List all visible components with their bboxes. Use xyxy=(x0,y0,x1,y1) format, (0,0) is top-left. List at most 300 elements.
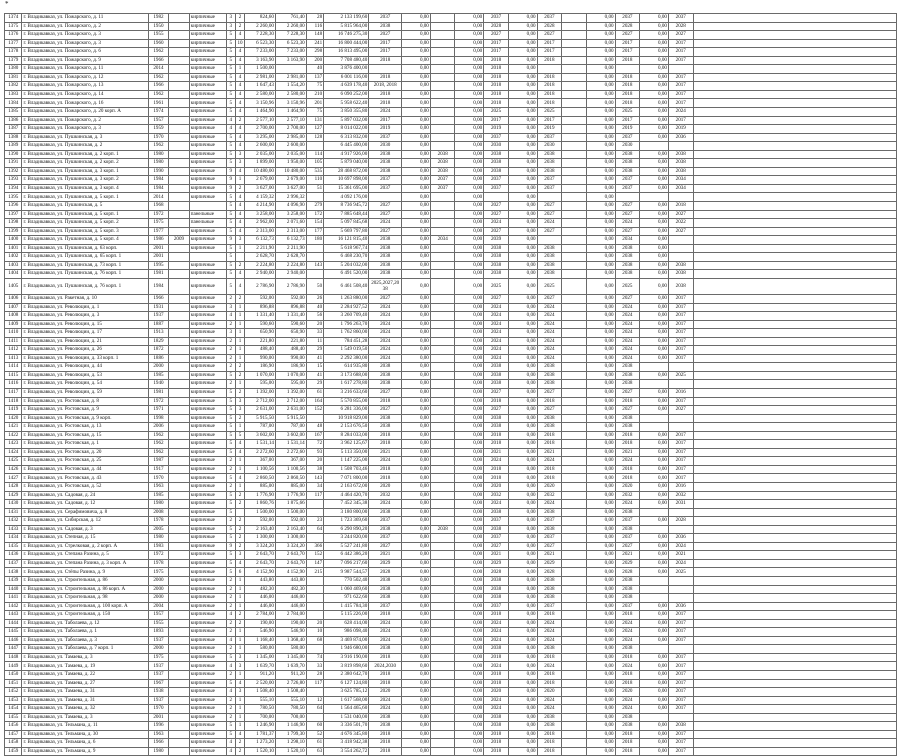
cell-value-c: 0,00 xyxy=(455,320,484,329)
cell-entrances: 2 xyxy=(235,491,244,500)
cell-year-e: 2038 xyxy=(615,380,640,389)
cell-entrances: 4 xyxy=(235,90,244,99)
cell-residents xyxy=(306,585,323,594)
cell-wall-material: кирпичные xyxy=(189,176,226,185)
cell-year-f: 2038 xyxy=(668,278,693,294)
cell-year-e: 2038 xyxy=(615,645,640,654)
cell-year-a: 2021 xyxy=(369,448,402,457)
table-row xyxy=(5,380,897,389)
table-row xyxy=(5,270,897,279)
cell-year-e: 2020 xyxy=(615,688,640,697)
cell-year-a: 2038 xyxy=(369,414,402,423)
cell-year-e: 2025 xyxy=(615,278,640,294)
cell-value-c: 0,00 xyxy=(455,508,484,517)
cell-row-number: 1388 xyxy=(5,133,22,142)
cell-notes xyxy=(693,423,896,432)
cell-total-area: 2 577,10 xyxy=(245,116,276,125)
cell-wall-material: кирпичные xyxy=(189,696,226,705)
cell-wall-material xyxy=(189,253,226,262)
cell-value-c: 0,00 xyxy=(455,388,484,397)
cell-residents: 10 xyxy=(306,628,323,637)
cell-residents: 143 xyxy=(306,261,323,270)
cell-row-number: 1416 xyxy=(5,380,22,389)
cell-value-e: 0,00 xyxy=(586,474,615,483)
cell-extra xyxy=(562,108,587,117)
cell-year-d: 2021 xyxy=(537,551,562,560)
cell-value-d: 0,00 xyxy=(508,397,537,406)
cell-year-a: 2024 xyxy=(369,500,402,509)
cell-notes xyxy=(693,662,896,671)
cell-value-f: 0,00 xyxy=(640,602,669,611)
cell-value-e: 0,00 xyxy=(586,568,615,577)
cell-floors: 3 xyxy=(226,329,235,338)
cell-total-area: 6 523,30 xyxy=(245,39,276,48)
cell-address: г. Владикавказ, ул. Ростовская, д. 9 xyxy=(22,406,148,415)
cell-year-e: 2038 xyxy=(615,594,640,603)
cell-built-year: 1940 xyxy=(148,380,169,389)
cell-commissioned-year xyxy=(169,219,190,228)
cell-extra xyxy=(562,150,587,159)
cell-value-d: 0,00 xyxy=(508,747,537,756)
cell-year-a: 2038 xyxy=(369,577,402,586)
cell-year-a xyxy=(369,65,402,74)
cell-entrances: 4 xyxy=(235,193,244,202)
cell-residents xyxy=(306,534,323,543)
cell-total-area: 2 981,00 xyxy=(245,73,276,82)
cell-year-d: 2028 xyxy=(537,22,562,31)
cell-value-e: 0,00 xyxy=(586,48,615,57)
cell-year-e: 2027 xyxy=(615,542,640,551)
cell-total-area: 2 272,60 xyxy=(245,448,276,457)
cell-value-c: 0,00 xyxy=(455,184,484,193)
cell-cost: 9 987 544,57 xyxy=(324,568,369,577)
cell-year-f: 2017 xyxy=(668,619,693,628)
cell-entrances: 1 xyxy=(235,465,244,474)
cell-living-area: 3 163,90 xyxy=(275,56,306,65)
cell-cost: 6 442 386,20 xyxy=(324,551,369,560)
cell-built-year: 1887 xyxy=(148,320,169,329)
cell-value-b: 0,00 xyxy=(402,329,431,338)
cell-notes xyxy=(693,125,896,134)
cell-value-b: 0,00 xyxy=(402,611,431,620)
cell-address: г. Владикавказ, ул. Садовая, д. 24 xyxy=(22,491,148,500)
cell-value-c: 0,00 xyxy=(455,602,484,611)
cell-built-year: 1984 xyxy=(148,278,169,294)
cell-year-b xyxy=(430,312,455,321)
cell-total-area: 700,00 xyxy=(245,713,276,722)
cell-value-c: 0,00 xyxy=(455,227,484,236)
cell-value-e: 0,00 xyxy=(586,594,615,603)
cell-year-f: 2017 xyxy=(668,73,693,82)
cell-notes xyxy=(693,56,896,65)
cell-floors: 2 xyxy=(226,696,235,705)
cell-notes xyxy=(693,645,896,654)
cell-year-a: 2024 xyxy=(369,628,402,637)
cell-commissioned-year xyxy=(169,722,190,731)
cell-year-c: 2018 xyxy=(484,397,509,406)
cell-total-area: 1 776,90 xyxy=(245,491,276,500)
cell-year-c: 2027 xyxy=(484,406,509,415)
cell-notes xyxy=(693,244,896,253)
cell-entrances: 4 xyxy=(235,82,244,91)
cell-value-c: 0,00 xyxy=(455,82,484,91)
table-row xyxy=(5,219,897,228)
cell-commissioned-year xyxy=(169,508,190,517)
cell-notes xyxy=(693,82,896,91)
cell-wall-material: кирпичные xyxy=(189,278,226,294)
cell-value-f: 0,00 xyxy=(640,125,669,134)
cell-total-area: 1 300,00 xyxy=(245,534,276,543)
cell-residents: 28 xyxy=(306,671,323,680)
cell-commissioned-year xyxy=(169,39,190,48)
cell-extra xyxy=(562,500,587,509)
cell-row-number: 1443 xyxy=(5,611,22,620)
cell-residents: 116 xyxy=(306,22,323,31)
cell-year-d: 2024 xyxy=(537,628,562,637)
cell-year-b: 2034 xyxy=(430,236,455,245)
cell-floors: 2 xyxy=(226,585,235,594)
cell-year-a: 2027 xyxy=(369,227,402,236)
cell-notes xyxy=(693,294,896,303)
cell-wall-material: кирпичные xyxy=(189,337,226,346)
table-row xyxy=(5,713,897,722)
cell-total-area: 1 508,40 xyxy=(245,688,276,697)
cell-value-f: 0,00 xyxy=(640,31,669,40)
cell-year-c: 2037 xyxy=(484,517,509,526)
cell-built-year: 1984 xyxy=(148,176,169,185)
cell-total-area: 367,00 xyxy=(245,457,276,466)
cell-living-area: 1 776,90 xyxy=(275,491,306,500)
cell-value-c: 0,00 xyxy=(455,73,484,82)
cell-living-area: 1 639,70 xyxy=(275,662,306,671)
cell-commissioned-year xyxy=(169,577,190,586)
cell-cost: 10 697 898,00 xyxy=(324,176,369,185)
cell-extra xyxy=(562,371,587,380)
cell-address: г. Владикавказ, ул. Пожарского, д. 14 xyxy=(22,90,148,99)
cell-value-b: 0,00 xyxy=(402,278,431,294)
cell-year-f xyxy=(668,525,693,534)
cell-commissioned-year xyxy=(169,602,190,611)
cell-year-e: 2018 xyxy=(615,679,640,688)
cell-wall-material: кирпичные xyxy=(189,559,226,568)
cell-notes xyxy=(693,227,896,236)
cell-year-c: 2037 xyxy=(484,176,509,185)
cell-floors: 5 xyxy=(226,388,235,397)
cell-value-e: 0,00 xyxy=(586,65,615,74)
cell-built-year: 1937 xyxy=(148,636,169,645)
cell-value-c: 0,00 xyxy=(455,270,484,279)
cell-year-c: 2038 xyxy=(484,722,509,731)
cell-year-b xyxy=(430,294,455,303)
cell-value-d: 0,00 xyxy=(508,261,537,270)
cell-total-area: 186,90 xyxy=(245,363,276,372)
cell-value-c: 0,00 xyxy=(455,176,484,185)
cell-value-c: 0,00 xyxy=(455,244,484,253)
cell-year-e: 2027 xyxy=(615,388,640,397)
cell-year-f: 2017 xyxy=(668,82,693,91)
table-row xyxy=(5,329,897,338)
cell-entrances: 6 xyxy=(235,568,244,577)
cell-living-area: 2 600,00 xyxy=(275,142,306,151)
cell-value-c: 0,00 xyxy=(455,312,484,321)
cell-value-b: 0,00 xyxy=(402,219,431,228)
cell-commissioned-year xyxy=(169,270,190,279)
cell-entrances: 2 xyxy=(235,14,244,23)
cell-value-c: 0,00 xyxy=(455,517,484,526)
cell-value-b: 0,00 xyxy=(402,585,431,594)
cell-notes xyxy=(693,611,896,620)
cell-residents: 68 xyxy=(306,636,323,645)
cell-extra xyxy=(562,14,587,23)
cell-entrances: 4 xyxy=(235,448,244,457)
cell-living-area: 1 875,66 xyxy=(275,500,306,509)
cell-total-area: 2 163,40 xyxy=(245,525,276,534)
cell-value-d: 0,00 xyxy=(508,363,537,372)
table-row xyxy=(5,568,897,577)
cell-value-d: 0,00 xyxy=(508,73,537,82)
cell-address: г. Владикавказ, ул. Тамаева, д. 3 xyxy=(22,653,148,662)
cell-year-c: 2018 xyxy=(484,65,509,74)
cell-address: г. Владикавказ, ул. Пушкинская, д. 2 корп. 2 xyxy=(22,159,148,168)
cell-wall-material: кирпичные xyxy=(189,142,226,151)
cell-row-number: 1455 xyxy=(5,713,22,722)
cell-year-f xyxy=(668,594,693,603)
cell-commissioned-year xyxy=(169,739,190,748)
cell-value-b: 0,00 xyxy=(402,320,431,329)
cell-year-c: 2024 xyxy=(484,628,509,637)
cell-year-d xyxy=(537,193,562,202)
cell-residents: 148 xyxy=(306,31,323,40)
cell-extra xyxy=(562,303,587,312)
cell-wall-material: кирпичные xyxy=(189,431,226,440)
cell-year-e: 2025 xyxy=(615,108,640,117)
cell-notes xyxy=(693,577,896,586)
cell-year-f xyxy=(668,414,693,423)
cell-extra xyxy=(562,125,587,134)
cell-year-e: 2024 xyxy=(615,320,640,329)
cell-built-year: 1957 xyxy=(148,116,169,125)
cell-year-c: 2027 xyxy=(484,210,509,219)
cell-year-b: 2038 xyxy=(430,525,455,534)
cell-extra xyxy=(562,397,587,406)
table-row xyxy=(5,500,897,509)
cell-address: г. Владикавказ, ул. Тамаева, д. 27 xyxy=(22,679,148,688)
cell-built-year: 1962 xyxy=(148,73,169,82)
cell-commissioned-year xyxy=(169,559,190,568)
cell-built-year: 1980 xyxy=(148,159,169,168)
cell-year-d: 2038 xyxy=(537,577,562,586)
cell-extra xyxy=(562,210,587,219)
cell-value-f xyxy=(640,193,669,202)
cell-extra xyxy=(562,253,587,262)
cell-wall-material: кирпичные xyxy=(189,474,226,483)
cell-value-b: 0,00 xyxy=(402,465,431,474)
cell-value-b: 0,00 xyxy=(402,619,431,628)
cell-commissioned-year xyxy=(169,125,190,134)
cell-living-area: 1 331,40 xyxy=(275,312,306,321)
cell-value-d: 0,00 xyxy=(508,202,537,211)
cell-wall-material: кирпичные xyxy=(189,500,226,509)
cell-year-c: 2018 xyxy=(484,99,509,108)
cell-year-b xyxy=(430,108,455,117)
cell-address: г. Владикавказ, ул. Революции, д. 44 xyxy=(22,363,148,372)
cell-built-year: 1893 xyxy=(148,628,169,637)
cell-wall-material: кирпичные xyxy=(189,388,226,397)
cell-built-year: 1985 xyxy=(148,371,169,380)
cell-year-b xyxy=(430,14,455,23)
cell-total-area: 5 915,50 xyxy=(245,414,276,423)
cell-cost: 5 570 855,00 xyxy=(324,397,369,406)
cell-year-b xyxy=(430,227,455,236)
cell-year-a: 2024 xyxy=(369,346,402,355)
cell-value-f: 0,00 xyxy=(640,73,669,82)
table-row xyxy=(5,210,897,219)
cell-commissioned-year xyxy=(169,713,190,722)
cell-address: г. Владикавказ, ул. Пушкинская, д. 5 корп. 1 xyxy=(22,193,148,202)
cell-commissioned-year xyxy=(169,594,190,603)
cell-total-area: 1 070,00 xyxy=(245,371,276,380)
cell-value-d: 0,00 xyxy=(508,125,537,134)
cell-floors: 9 xyxy=(226,184,235,193)
cell-year-f: 2019 xyxy=(668,125,693,134)
cell-value-e: 0,00 xyxy=(586,448,615,457)
cell-year-d: 2038 xyxy=(537,167,562,176)
cell-year-d xyxy=(537,236,562,245)
cell-value-f: 0,00 xyxy=(640,312,669,321)
cell-wall-material: кирпичные xyxy=(189,397,226,406)
cell-year-a: 2032 xyxy=(369,491,402,500)
cell-built-year: 1960 xyxy=(148,39,169,48)
cell-year-b xyxy=(430,602,455,611)
cell-living-area: 885,00 xyxy=(275,482,306,491)
cell-year-d: 2027 xyxy=(537,388,562,397)
cell-year-d xyxy=(537,65,562,74)
cell-notes xyxy=(693,22,896,31)
cell-year-e: 2024 xyxy=(615,662,640,671)
cell-value-b: 0,00 xyxy=(402,602,431,611)
table-row xyxy=(5,56,897,65)
cell-address: г. Владикавказ, ул. Пожарского, д. 3 xyxy=(22,125,148,134)
cell-year-a: 2018 xyxy=(369,671,402,680)
cell-year-e: 2037 xyxy=(615,534,640,543)
cell-cost: 7 885 648,44 xyxy=(324,210,369,219)
cell-cost: 7 096 217,60 xyxy=(324,559,369,568)
cell-address: г. Владикавказ, ул. Стрелковая, д. 2 корп. А xyxy=(22,542,148,551)
cell-value-d: 0,00 xyxy=(508,491,537,500)
table-row xyxy=(5,31,897,40)
cell-entrances: 3 xyxy=(235,551,244,560)
cell-entrances: 1 xyxy=(235,244,244,253)
cell-entrances: 4 xyxy=(235,142,244,151)
cell-value-d: 0,00 xyxy=(508,210,537,219)
cell-floors: 4 xyxy=(226,636,235,645)
cell-floors: 5 xyxy=(226,730,235,739)
cell-living-area: 2 631,00 xyxy=(275,406,306,415)
cell-notes xyxy=(693,688,896,697)
cell-total-area: 1 520,10 xyxy=(245,747,276,756)
cell-residents: 11 xyxy=(306,337,323,346)
cell-value-b: 0,00 xyxy=(402,184,431,193)
cell-value-c: 0,00 xyxy=(455,346,484,355)
cell-value-e: 0,00 xyxy=(586,210,615,219)
cell-value-c: 0,00 xyxy=(455,585,484,594)
cell-floors: 5 xyxy=(226,551,235,560)
cell-value-f: 0,00 xyxy=(640,202,669,211)
cell-built-year: 1980 xyxy=(148,150,169,159)
cell-entrances: 5 xyxy=(235,431,244,440)
cell-built-year: 1998 xyxy=(148,414,169,423)
cell-year-d: 2038 xyxy=(537,244,562,253)
cell-row-number: 1412 xyxy=(5,346,22,355)
cell-wall-material: кирпичные xyxy=(189,542,226,551)
cell-entrances: 4 xyxy=(235,167,244,176)
cell-year-b xyxy=(430,73,455,82)
cell-total-area: 3 150,96 xyxy=(245,99,276,108)
cell-value-e: 0,00 xyxy=(586,585,615,594)
cell-commissioned-year xyxy=(169,56,190,65)
cell-value-d: 0,00 xyxy=(508,294,537,303)
cell-value-f: 0,00 xyxy=(640,653,669,662)
cell-extra xyxy=(562,56,587,65)
cell-row-number: 1395 xyxy=(5,193,22,202)
table-row xyxy=(5,125,897,134)
cell-floors: 2 xyxy=(226,619,235,628)
cell-wall-material: кирпичные xyxy=(189,457,226,466)
cell-value-d: 0,00 xyxy=(508,688,537,697)
cell-address: г. Владикавказ, ул. Ростовская, д. 9 корп. xyxy=(22,414,148,423)
cell-built-year: 2014 xyxy=(148,65,169,74)
cell-year-b xyxy=(430,388,455,397)
cell-row-number: 1429 xyxy=(5,491,22,500)
cell-year-f: 2017 xyxy=(668,90,693,99)
cell-total-area: 2 786,90 xyxy=(245,278,276,294)
cell-year-f: 2016 xyxy=(668,482,693,491)
cell-floors: 5 xyxy=(226,270,235,279)
cell-row-number: 1413 xyxy=(5,354,22,363)
cell-row-number: 1440 xyxy=(5,585,22,594)
cell-wall-material: кирпичные xyxy=(189,619,226,628)
cell-commissioned-year xyxy=(169,457,190,466)
cell-value-e: 0,00 xyxy=(586,31,615,40)
cell-total-area: 1 899,00 xyxy=(245,159,276,168)
cell-wall-material: панельные xyxy=(189,219,226,228)
cell-value-e: 0,00 xyxy=(586,90,615,99)
cell-extra xyxy=(562,662,587,671)
cell-wall-material: кирпичные xyxy=(189,628,226,637)
cell-value-d: 0,00 xyxy=(508,722,537,731)
cell-commissioned-year xyxy=(169,619,190,628)
cell-value-e: 0,00 xyxy=(586,508,615,517)
cell-cost: 2 133 199,60 xyxy=(324,14,369,23)
cell-floors: 5 xyxy=(226,278,235,294)
cell-value-c: 0,00 xyxy=(455,294,484,303)
cell-address: г. Владикавказ, ул. Пожарского, д. 2 xyxy=(22,22,148,31)
table-row xyxy=(5,551,897,560)
cell-year-a: 2018 xyxy=(369,99,402,108)
table-row xyxy=(5,227,897,236)
cell-year-b: 2037 xyxy=(430,176,455,185)
cell-entrances: 4 xyxy=(235,125,244,134)
cell-value-d: 0,00 xyxy=(508,406,537,415)
cell-living-area: 1 799,30 xyxy=(275,730,306,739)
table-row xyxy=(5,431,897,440)
cell-value-b: 0,00 xyxy=(402,636,431,645)
cell-year-f: 2017 xyxy=(668,628,693,637)
table-row xyxy=(5,108,897,117)
cell-cost: 1 531 040,00 xyxy=(324,713,369,722)
cell-cost: 5 958 622,40 xyxy=(324,99,369,108)
cell-built-year: 2008 xyxy=(148,508,169,517)
